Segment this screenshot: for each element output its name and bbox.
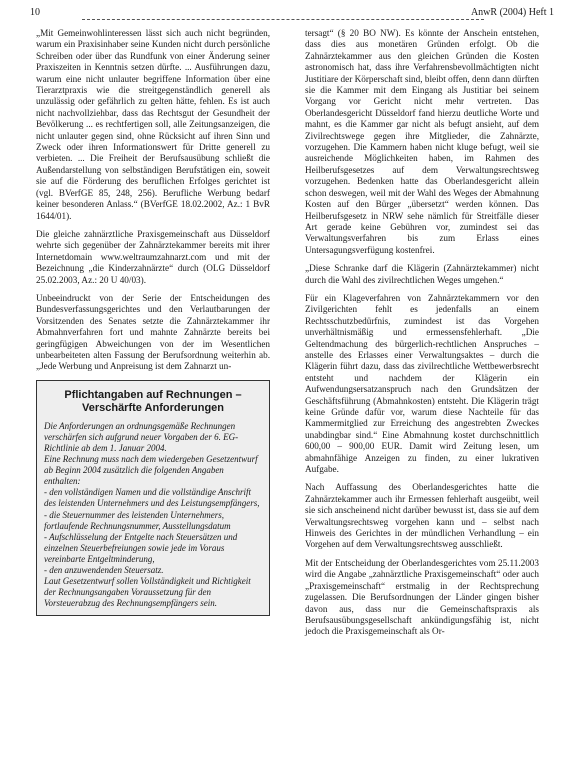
- right-column: [305, 28, 539, 645]
- paragraph: „Diese Schranke darf die Klägerin (Zahnärztekammer) nicht durch die Wahl des zivilrechtlichen Weges umgehen.“: [305, 263, 539, 285]
- info-box-line: Die Anforderungen an ordnungsgemäße Rechnungen verschärfen sich aufgrund neuer Vorgaben der 6. EG-Richtlinie ab dem 1. Januar 2004.: [44, 420, 239, 453]
- paragraph: „Mit Gemeinwohlinteressen lässt sich auch nicht begründen, warum ein Praxisinhaber seine Kunden nicht durch persönliche Schreiben oder über das Rundfunk von einer Änderung seiner Praxiszeiten in Kenntnis setzen dürfte. ... Ausführungen dazu, warum eine nicht unlauter begriffene Information über eine Tierarztpraxis wie die streitgegenständlich generell als unzulässig oder gefährlich zu gelten hätte, fehlen. Es ist auch nicht nachvollziehbar, dass das Rechtsgut der Gesundheit der Bevölkerung ... es rechtfertigen soll, alle Zeitungsanzeigen, die nicht unlauter gegen sind, ohne Rücksicht auf ihren Sinn und Zweck oder ihren Informationswert für Dritte generell zu verbieten. ... Die Freiheit der Berufsausübung schließt die Außendarstellung von selbständigen Berufstätigen ein, soweit sie auf die Förderung des beruflichen Erfolges gerichtet ist (vgl. BVerfGE 85, 248, 256). Berufliche Werbung bedarf keiner besonderen Anlass.“ (BVerfGE 18.02.2002, Az.: 1 BvR 1644/01).: [36, 28, 270, 221]
- info-box-line: Eine Rechnung muss nach dem wiedergeben Gesetzentwurf ab Beginn 2004 zusätzlich die folgenden Angaben enthalten:: [44, 454, 258, 487]
- info-box-title: Pflichtangaben auf Rechnungen –: [64, 388, 242, 401]
- info-box-body: [44, 421, 262, 610]
- paragraph: Für ein Klageverfahren von Zahnärztekammern vor den Zivilgerichten fehlt es jedenfalls an einem Rechtsschutzbedürfnis, zumindest ist das Vorgehen unverhältnismäßig und ermessensfehlerhaft. „Die Geltendmachung des bürgerlich-rechtlichen Anspruches – anstelle des Erlasses einer Verwaltungsaktes – durch die Klägerin führt dazu, dass das zivilrechtliche Wettbewerbsrecht entsteht und nachdem der Klägerin ein Aufwendungsersatzanspruch nach den Grundsätzen der Geschäftsführung (Abmahnkosten) entsteht. Die Klägerin trägt keine Gründe dafür vor, warum diese Nachteile für das Kammermitglied zur Erreichung des angestrebten Zweckes unabdingbar sind.“ Eine Abmahnung kostet durchschnittlich 600,00 – 900,00 EUR. Damit wird Zeitung lesen, um abmahnfähige Anzeigen zu finden, zu einer lukrativen Aufgabe.: [305, 292, 539, 475]
- page-header: [30, 6, 554, 20]
- info-box: [36, 380, 270, 617]
- info-box-line: - die Steuernummer des leistenden Unternehmers, fortlaufende Rechnungsnummer, Ausstellungsdatum: [44, 509, 231, 531]
- info-box-subtitle: Verschärfte Anforderungen: [81, 401, 224, 414]
- info-box-line: - den anzuwendenden Steuersatz.: [44, 565, 164, 575]
- paragraph: Nach Auffassung des Oberlandesgerichtes hatte die Zahnärztekammer auch ihr Ermessen fehlerhaft ausgeübt, weil sie sich anscheinend nicht darüber bewusst ist, dass sie auf dem Verwaltungsrechtsweg vorgehen kann und – selbst nach Hinweis des Gerichtes in der mündlichen Verhandlung – ein Vorgehen auf dem Verwaltungsrechtsweg ausschließt.: [305, 482, 539, 550]
- paragraph: Mit der Entscheidung der Oberlandesgerichtes vom 25.11.2003 wird die Angabe „zahnärztliche Praxisgemeinschaft“ oder auch „Praxisgemeinschaft“ erstmalig in der Rechtsprechung zugelassen. Die Berufsordnungen der Länder gingen bisher davon aus, dass nur die Gemeinschaftspraxis als Berufsausübungsgesellschaft ankündigungsfähig ist, nicht jedoch die Praxisgemeinschaft als Or-: [305, 557, 539, 637]
- paragraph: Unbeeindruckt von der Serie der Entscheidungen des Bundesverfassungsgerichtes und den Verlautbarungen der Vorsitzenden des Senates setzte die Zahnärztekammer ihr Abmahnverfahren fort und mahnte Zahnärzte bereits bei geringfügigen Abweichungen von der im Wesentlichen unbearbeiteten alten Fassung der Berufsordnung weiterhin ab. „Jede Werbung und Anpreisung ist dem Zahnarzt un-: [36, 292, 270, 372]
- header-rule: [82, 19, 484, 20]
- left-column: [36, 28, 270, 616]
- info-box-line: Laut Gesetzentwurf sollen Vollständigkeit und Richtigkeit der Rechnungsangaben Voraussetzung für den Vorsteuerabzug des Rechnungsempfängers sein.: [44, 576, 251, 609]
- paragraph: tersagt“ (§ 20 BO NW). Es könnte der Anschein entstehen, dass dies aus monetären Gründen erfolgt. Ob die Zahnärztekammer aus den gleichen Gründen die Kosten astronomisch hat, dass ihre Verfahrensbevollmächtigten nicht Justitiare der Körperschaft sind, bleibt offen, denn dann dürften sie die Kammer mit dem Eingang als Justitiar bei seinem Vorgang vor Gericht nicht mehr vertreten. Das Oberlandesgericht Düsseldorf fand hierzu deutliche Worte und mahnt, es die Kammer gar nicht als befugt ansieht, auf dem Zivilrechtswege gegen ihre Mitglieder, die Zahnärzte, vorzugehen. Die Kammern haben nicht kluge befugt, weil sie ausreichende Möglichkeiten haben, im Rahmen des Heilberufsgesetzes auf dem Verwaltungsrechtsweg vorzugehen. Bedenken hatte das Oberlandesgericht allein schon deswegen, weil mit der Wahl des Weges der Abmahnung Kosten auf den Bürger „übersetzt“ werden können. Das Heilberufsgesetz in NRW sehe nämlich für Streitfälle dieser Art gerade keine Gebühren vor, zumindest sei das Verwaltungsverfahren bis zum Erlass eines Untersagungsverfügung kostenfrei.: [305, 28, 539, 255]
- page-number: 10: [30, 7, 40, 18]
- info-box-line: - Aufschlüsselung der Entgelte nach Steuersätzen und einzelnen Steuerbefreiungen sowie jede im Voraus vereinbarte Entgeltminderung,: [44, 531, 238, 564]
- info-box-line: - den vollständigen Namen und die vollständige Anschrift des leistenden Unternehmers und des Leistungsempfängers,: [44, 487, 260, 509]
- paragraph: Die gleiche zahnärztliche Praxisgemeinschaft aus Düsseldorf wehrte sich gegenüber der Zahnärztekammer bereits mit ihrer Internetdomain www.weltraumzahnarzt.com und mit der Bezeichnung „die Kinderzahnärzte“ durch (OLG Düsseldorf 25.02.2003, Az.: 20 U 40/03).: [36, 228, 270, 285]
- journal-reference: AnwR (2004) Heft 1: [470, 7, 554, 18]
